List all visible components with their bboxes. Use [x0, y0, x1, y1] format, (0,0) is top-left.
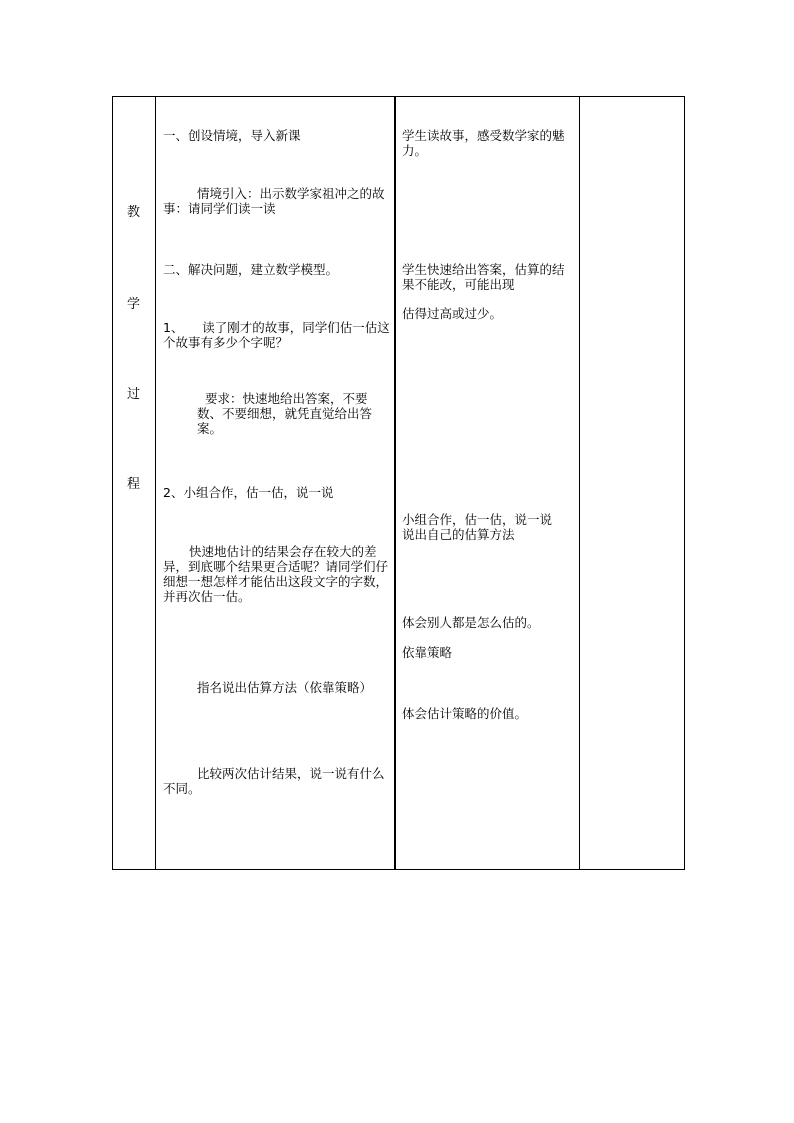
section-heading: 二、解决问题，建立数学模型。 [163, 262, 339, 277]
student-activity: 体会估计策略的价值。 [402, 706, 528, 721]
side-label-char: 过 [127, 387, 141, 402]
content-paragraph: 情境引入：出示数学家祖冲之的故事：请同学们读一读 [163, 186, 385, 216]
content-paragraph: 要求：快速地给出答案，不要数、不要细想，就凭直觉给出答案。 [197, 391, 373, 436]
student-activity: 体会别人都是怎么估的。 [402, 615, 540, 630]
side-label-char: 学 [127, 297, 141, 312]
column-divider [394, 97, 396, 869]
student-activity: 估得过高或过少。 [402, 306, 503, 321]
student-activity: 学生读故事，感受数学家的魅力。 [402, 128, 565, 158]
content-paragraph: 指名说出估算方法（依靠策略） [197, 680, 373, 695]
content-paragraph: 比较两次估计结果，说一说有什么不同。 [163, 766, 385, 796]
notes-column-empty [580, 97, 684, 869]
content-paragraph: 快速地估计的结果会存在较大的差异，到底哪个结果更合适呢？请同学们仔细想一想怎样才能估出这段文字的字数，并再次估一估。 [163, 544, 389, 604]
section-heading: 一、创设情境，导入新课 [163, 128, 301, 143]
section-heading: 2、小组合作，估一估，说一说 [163, 485, 334, 500]
column-divider [155, 97, 156, 869]
student-activity: 学生快速给出答案，估算的结果不能改，可能出现 [402, 262, 565, 292]
side-label-char: 程 [127, 477, 141, 492]
side-label-char: 教 [127, 205, 141, 220]
content-paragraph: 1、 读了刚才的故事，同学们估一估这个故事有多少个字呢？ [163, 320, 390, 350]
student-activity: 依靠策略 [402, 645, 453, 660]
student-activity: 小组合作，估一估，说一说 说出自己的估算方法 [402, 512, 565, 542]
